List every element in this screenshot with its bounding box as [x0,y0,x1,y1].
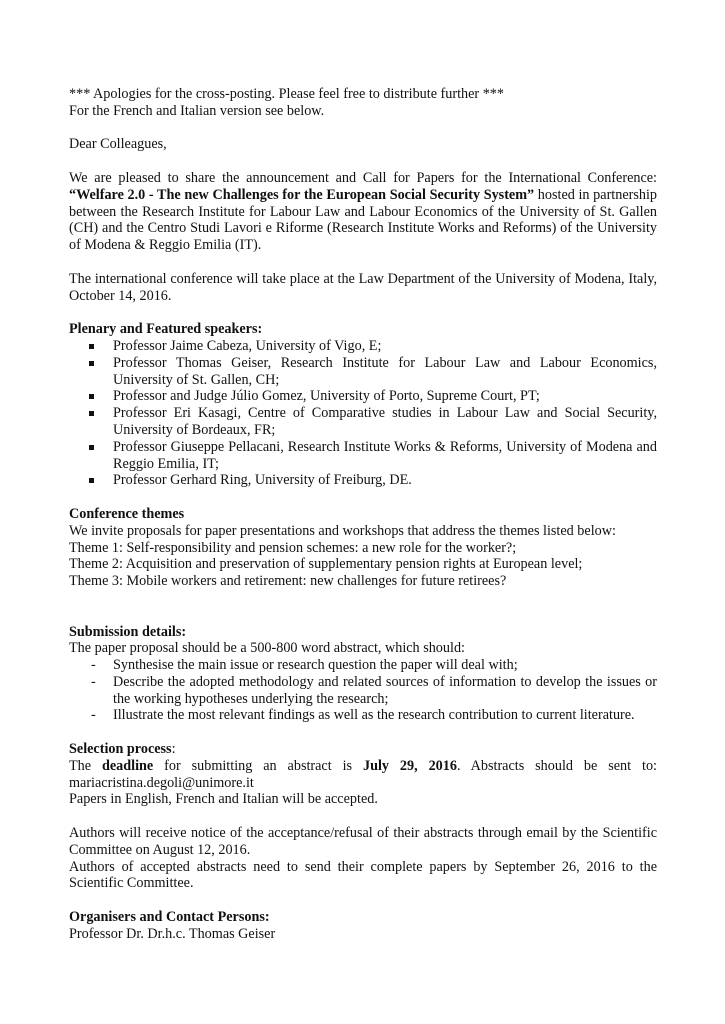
submission-item [69,707,657,724]
theme-item: Theme 3: Mobile workers and retirement: new challenges for future retirees? [69,573,507,590]
themes-intro: We invite proposals for paper presentations and workshops that address the themes listed below: [69,522,616,539]
apology-line: *** Apologies for the cross-posting. Please feel free to distribute further *** [69,86,504,102]
deadline-post: . Abstracts should be sent to: mariacristina.degoli@unimore.it [69,757,657,791]
speaker-item: Professor Eri Kasagi, Centre of Comparative studies in Labour Law and Social Security, University of Bordeaux, FR; [69,405,657,439]
speaker-item: Professor and Judge Júlio Gomez, University of Porto, Supreme Court, PT; [69,388,657,405]
intro-text-after: hosted in partnership between the Research Institute for Labour Law and Labour Economics of the University of St. Gallen (CH) and the Centro Studi Lavori e Riforme (Research Institute Works and Reforms) of the University of Modena & Reggio Emilia (IT). [69,186,658,254]
submission-intro: The paper proposal should be a 500-800 word abstract, which should: [69,640,465,657]
dash-marker: - [91,673,96,690]
submission-item-text: Describe the adopted methodology and related sources of information to develop the issues or the working hypotheses underlying the research; [113,673,657,707]
organisers-heading: Organisers and Contact Persons: [69,909,270,926]
dash-marker: - [91,657,96,674]
speaker-item: Professor Jaime Cabeza, University of Vigo, E; [69,338,657,355]
deadline-paragraph [69,758,657,792]
theme-item: Theme 1: Self-responsibility and pension schemes: a new role for the worker?; [69,539,517,556]
versions-note: For the French and Italian version see below. [69,102,325,119]
deadline-mid: for submitting an abstract is [164,757,353,774]
languages-note: Papers in English, French and Italian will be accepted. [69,791,378,808]
salutation: Dear Colleagues, [69,136,167,153]
theme-item: Theme 2: Acquisition and preservation of supplementary pension rights at European level; [69,556,583,573]
submission-item-text: Illustrate the most relevant findings as well as the research contribution to current literature. [113,707,635,724]
dash-marker: - [91,707,96,724]
organiser-name: Professor Dr. Dr.h.c. Thomas Geiser [69,925,276,942]
deadline-word: deadline [101,757,154,774]
selection-heading-colon: : [171,741,176,758]
acceptance-notice: Authors will receive notice of the acceptance/refusal of their abstracts through email by the Scientific Committee on August 12, 2016. [69,825,657,858]
deadline-pre: The [69,757,92,774]
speakers-list [69,338,657,489]
submission-list [69,657,657,724]
selection-heading-line [69,741,657,758]
document-page [69,86,657,943]
submission-item [69,657,657,674]
speaker-item: Professor Gerhard Ring, University of Freiburg, DE. [69,472,657,489]
speakers-heading: Plenary and Featured speakers: [69,321,263,338]
submission-item-text: Synthesise the main issue or research question the paper will deal with; [113,657,518,674]
speaker-item: Professor Thomas Geiser, Research Institute for Labour Law and Labour Economics, University of St. Gallen, CH; [69,355,657,389]
themes-heading: Conference themes [69,505,185,522]
intro-paragraph [69,170,657,254]
deadline-date: July 29, 2016 [362,757,457,774]
conference-title: “Welfare 2.0 - The new Challenges for the European Social Security System” [69,186,535,203]
intro-text-before: We are pleased to share the announcement and Call for Papers for the International Conference: [69,169,657,186]
submission-item [69,674,657,708]
speaker-item: Professor Giuseppe Pellacani, Research Institute Works & Reforms, University of Modena and Reggio Emilia, IT; [69,439,657,473]
selection-heading: Selection process [69,741,172,758]
venue-paragraph: The international conference will take place at the Law Department of the University of Modena, Italy, October 14, 2016. [69,270,657,304]
submission-heading: Submission details: [69,623,187,640]
papers-notice: Authors of accepted abstracts need to send their complete papers by September 26, 2016 to the Scientific Committee. [69,858,657,892]
